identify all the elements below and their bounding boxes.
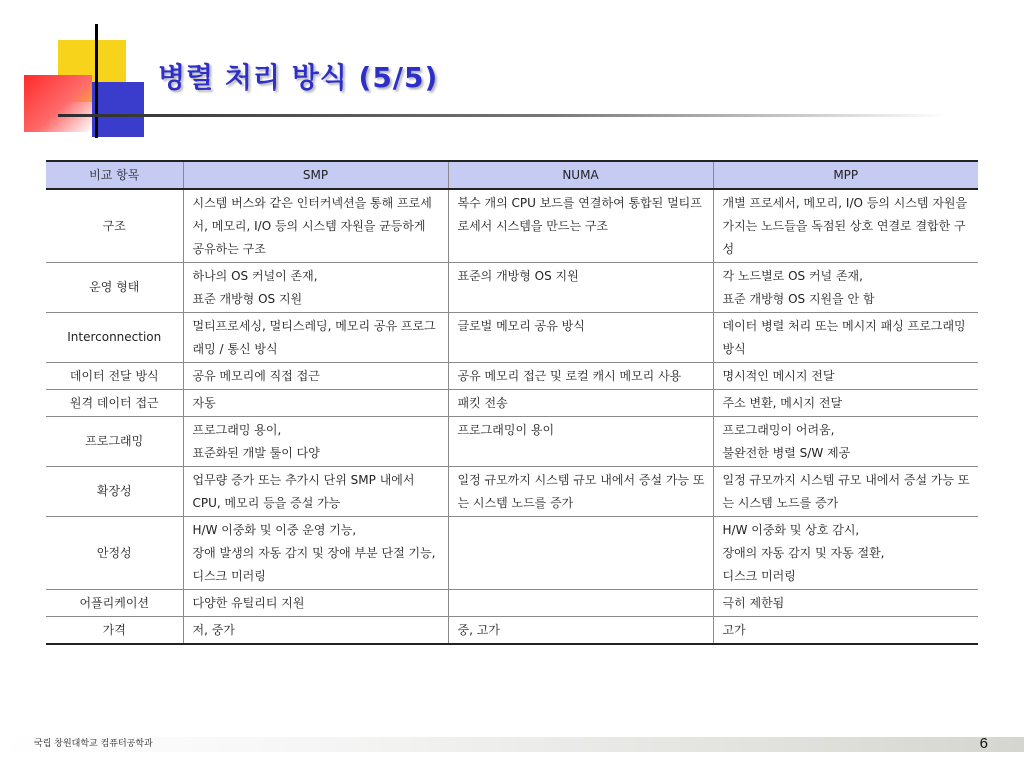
row-label: Interconnection — [46, 313, 183, 363]
cell-text: 다양한 유틸리티 지원 — [192, 596, 305, 610]
cell-smp — [183, 313, 448, 363]
decor-blue-square — [92, 82, 144, 137]
table-row — [46, 390, 978, 417]
footer-bar — [0, 737, 1024, 752]
cell-numa — [448, 263, 713, 313]
cell-mpp — [713, 517, 978, 590]
cell-numa — [448, 617, 713, 645]
table-row — [46, 590, 978, 617]
cell-text: 불완전한 병렬 S/W 제공 — [722, 446, 851, 460]
cell-text: 복수 개의 CPU 보드를 연결하여 통합된 멀티프로세서 시스템을 만드는 구조 — [457, 196, 702, 233]
row-label: 원격 데이터 접근 — [46, 390, 183, 417]
cell-text: 디스크 미러링 — [722, 569, 796, 583]
cell-text: 표준의 개방형 OS 지원 — [457, 269, 579, 283]
cell-smp — [183, 363, 448, 390]
row-label: 구조 — [46, 189, 183, 263]
comparison-table — [46, 160, 978, 645]
row-label: 가격 — [46, 617, 183, 645]
table-row — [46, 313, 978, 363]
cell-numa — [448, 467, 713, 517]
cell-smp — [183, 390, 448, 417]
cell-mpp — [713, 417, 978, 467]
cell-smp — [183, 189, 448, 263]
header-numa: NUMA — [448, 161, 713, 189]
cell-mpp — [713, 313, 978, 363]
cell-text: 각 노드별로 OS 커널 존재, — [722, 269, 863, 283]
cell-text: 자동 — [192, 396, 216, 410]
cell-text: 공유 메모리 접근 및 로컬 캐시 메모리 사용 — [457, 369, 682, 383]
decor-red-square — [24, 75, 92, 132]
cell-text: 데이터 병렬 처리 또는 메시지 패싱 프로그래밍 방식 — [722, 319, 966, 356]
cell-text: 주소 변환, 메시지 전달 — [722, 396, 843, 410]
cell-numa — [448, 363, 713, 390]
cell-numa — [448, 313, 713, 363]
title-underline — [58, 114, 948, 117]
row-label: 운영 형태 — [46, 263, 183, 313]
cell-text: H/W 이중화 및 이중 운영 기능, — [192, 523, 357, 537]
cell-smp — [183, 590, 448, 617]
cell-smp — [183, 517, 448, 590]
table-row — [46, 467, 978, 517]
table-row — [46, 189, 978, 263]
cell-mpp — [713, 467, 978, 517]
cell-text: 중, 고가 — [457, 623, 500, 637]
cell-numa — [448, 189, 713, 263]
cell-numa — [448, 417, 713, 467]
cell-text: 프로그래밍이 용이 — [457, 423, 555, 437]
decor-vertical-line — [95, 24, 98, 138]
row-label: 데이터 전달 방식 — [46, 363, 183, 390]
footer-university: 국립 창원대학교 컴퓨터공학과 — [34, 739, 153, 749]
cell-smp — [183, 263, 448, 313]
cell-text: 고가 — [722, 623, 746, 637]
cell-text: 장애의 자동 감지 및 자동 절환, — [722, 546, 885, 560]
cell-smp — [183, 617, 448, 645]
cell-mpp — [713, 390, 978, 417]
table-row — [46, 617, 978, 645]
row-label: 프로그래밍 — [46, 417, 183, 467]
cell-text: 일정 규모까지 시스템 규모 내에서 증설 가능 또는 시스템 노드를 증가 — [457, 473, 705, 510]
cell-text: 표준 개방형 OS 지원을 안 함 — [722, 292, 875, 306]
header-criteria: 비교 항목 — [46, 161, 183, 189]
cell-smp — [183, 467, 448, 517]
cell-text: 개별 프로세서, 메모리, I/O 등의 시스템 자원을 가지는 노드들을 독점된 상호 연결로 결합한 구성 — [722, 196, 968, 256]
cell-text: 시스템 버스와 같은 인터커넥션을 통해 프로세서, 메모리, I/O 등의 시스템 자원을 균등하게 공유하는 구조 — [192, 196, 432, 256]
cell-text: 프로그래밍 용이, — [192, 423, 282, 437]
table-row — [46, 363, 978, 390]
cell-mpp — [713, 189, 978, 263]
cell-text: 프로그래밍이 어려움, — [722, 423, 835, 437]
header-smp: SMP — [183, 161, 448, 189]
cell-text: H/W 이중화 및 상호 감시, — [722, 523, 860, 537]
cell-mpp — [713, 617, 978, 645]
cell-text: 패킷 전송 — [457, 396, 508, 410]
table-row — [46, 517, 978, 590]
cell-mpp — [713, 263, 978, 313]
cell-numa — [448, 517, 713, 590]
row-label: 어플리케이션 — [46, 590, 183, 617]
cell-text: 업무량 증가 또는 추가시 단위 SMP 내에서 CPU, 메모리 등을 증설 가능 — [192, 473, 415, 510]
cell-text: 극히 제한됨 — [722, 596, 785, 610]
cell-numa — [448, 390, 713, 417]
cell-text: 저, 중가 — [192, 623, 235, 637]
table-header-row — [46, 161, 978, 189]
slide-title: 병렬 처리 방식 (5/5) — [158, 61, 439, 94]
table-row — [46, 263, 978, 313]
cell-text: 공유 메모리에 직접 접근 — [192, 369, 320, 383]
cell-text: 일정 규모까지 시스템 규모 내에서 증설 가능 또는 시스템 노드를 증가 — [722, 473, 970, 510]
cell-text: 하나의 OS 커널이 존재, — [192, 269, 318, 283]
cell-text: 명시적인 메시지 전달 — [722, 369, 835, 383]
cell-text: 장애 발생의 자동 감지 및 장애 부분 단절 기능, — [192, 546, 436, 560]
cell-text: 디스크 미러링 — [192, 569, 266, 583]
cell-text: 멀티프로세싱, 멀티스레딩, 메모리 공유 프로그래밍 / 통신 방식 — [192, 319, 436, 356]
cell-text: 표준화된 개발 툴이 다양 — [192, 446, 320, 460]
cell-smp — [183, 417, 448, 467]
row-label: 확장성 — [46, 467, 183, 517]
cell-text: 표준 개방형 OS 지원 — [192, 292, 303, 306]
cell-mpp — [713, 363, 978, 390]
cell-text: 글로벌 메모리 공유 방식 — [457, 319, 585, 333]
table-row — [46, 417, 978, 467]
header-mpp: MPP — [713, 161, 978, 189]
cell-mpp — [713, 590, 978, 617]
cell-numa — [448, 590, 713, 617]
row-label: 안정성 — [46, 517, 183, 590]
page-number: 6 — [979, 735, 988, 752]
